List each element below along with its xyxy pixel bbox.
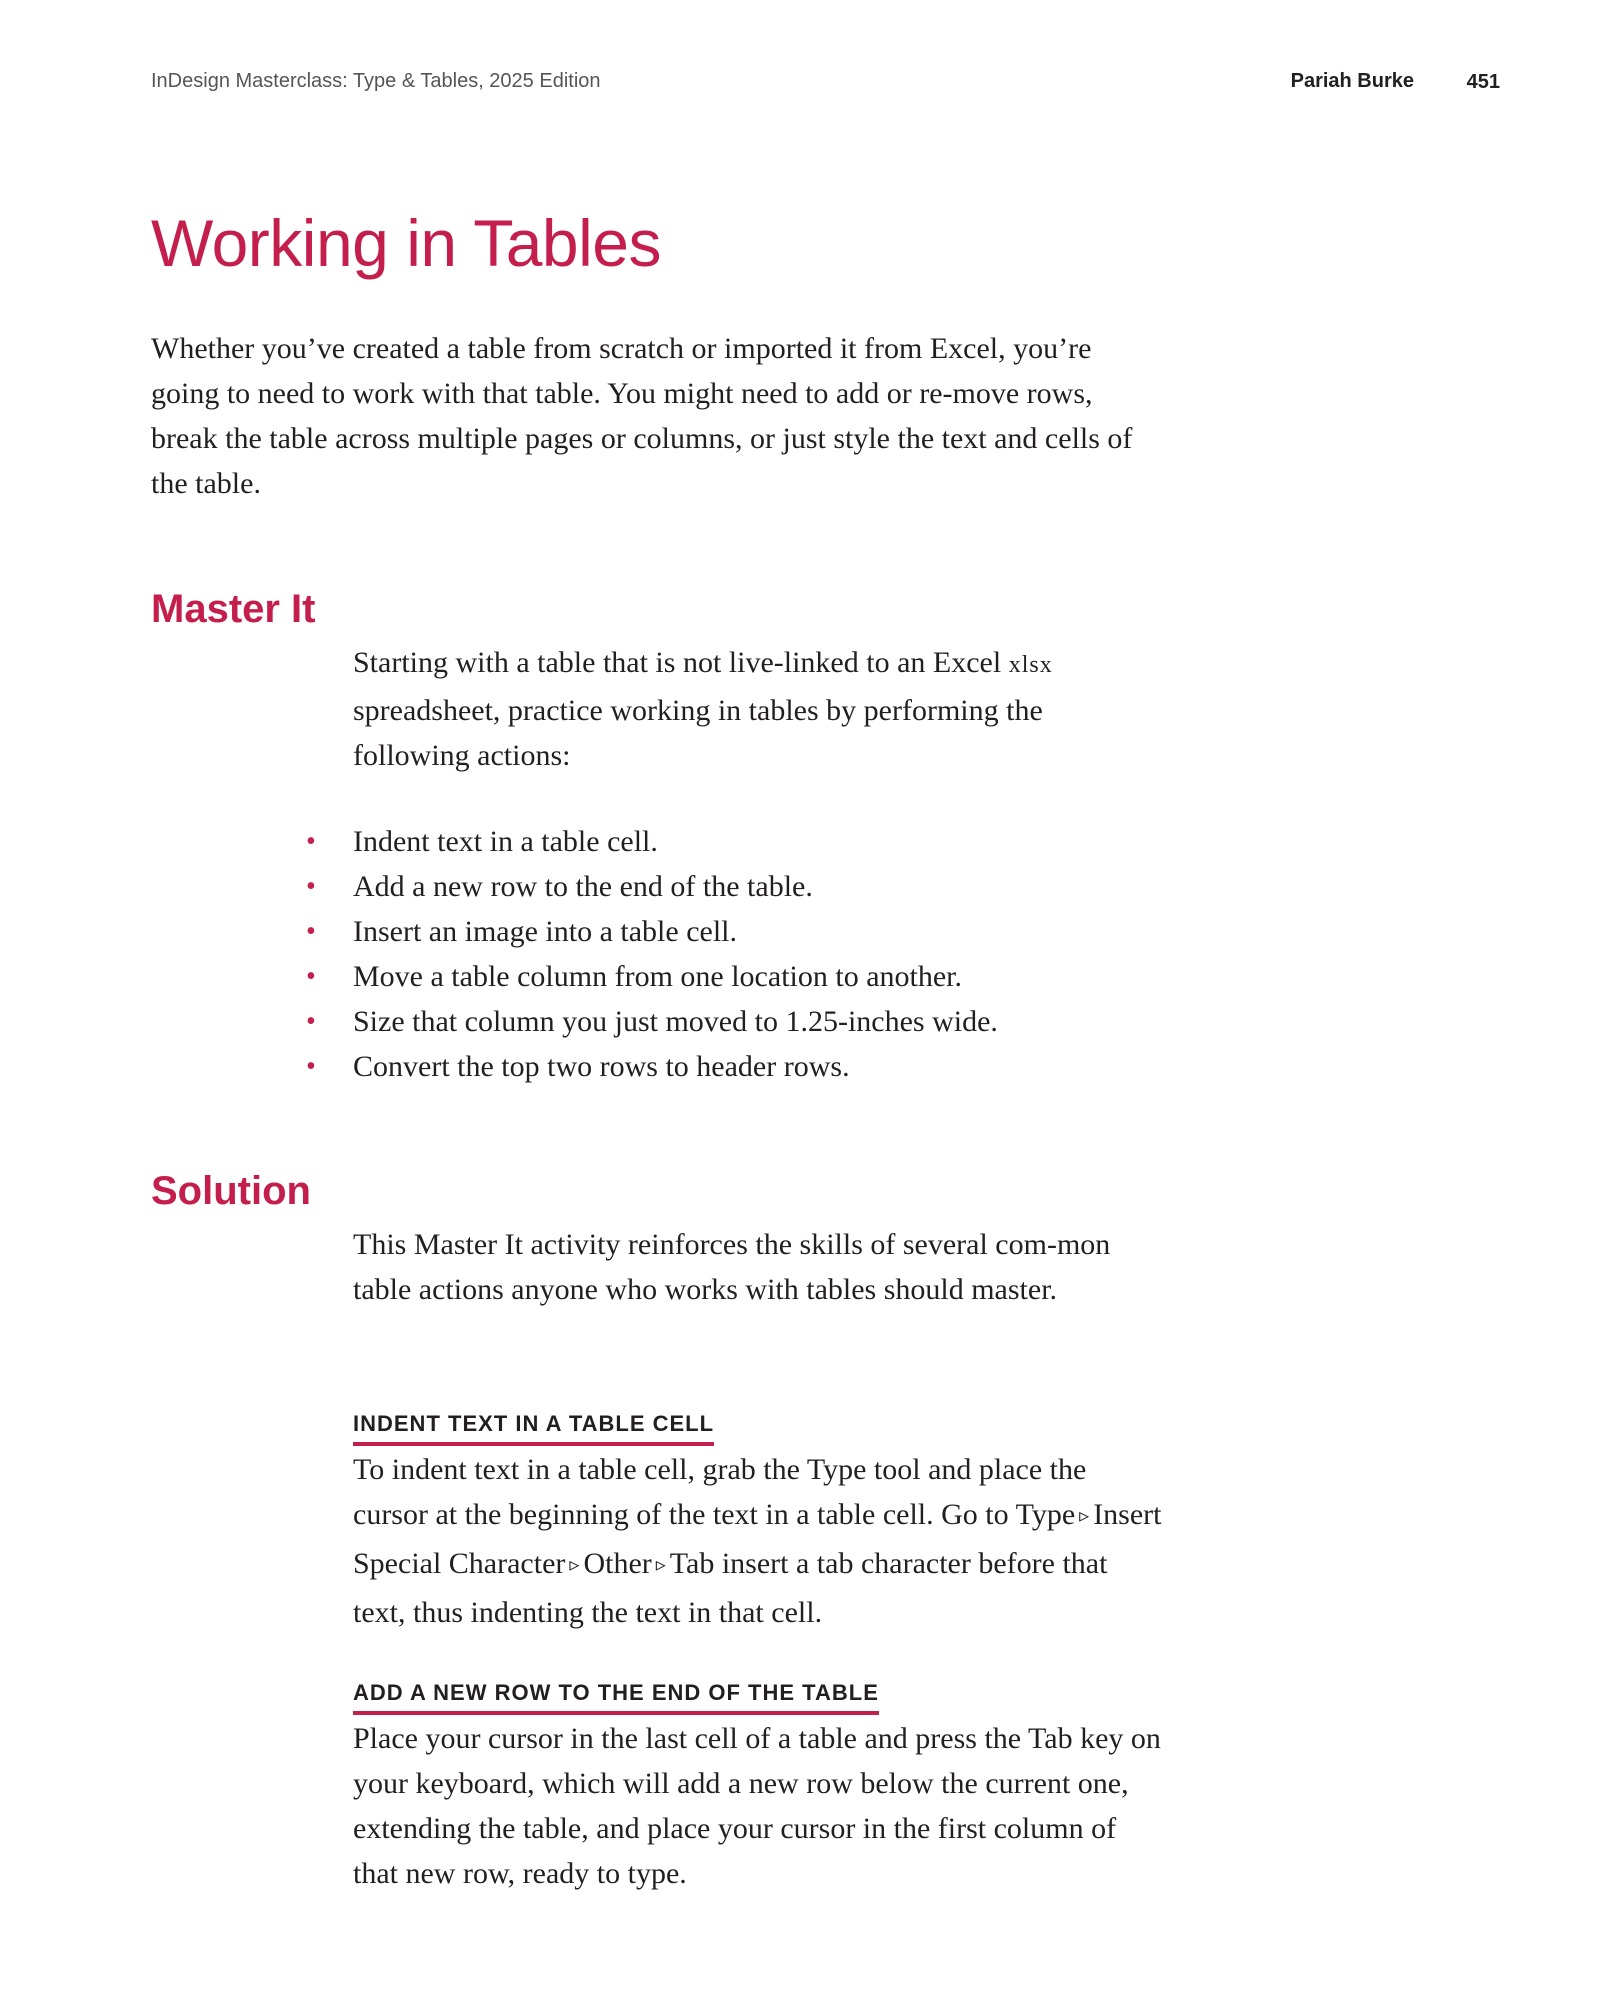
xlsx-abbreviation: xlsx [1008,652,1053,678]
menu-separator-icon: ▹ [1079,1505,1090,1527]
indent-text-subheading: INDENT TEXT IN A TABLE CELL [353,1410,714,1446]
add-row-subheading: ADD A NEW ROW TO THE END OF THE TABLE [353,1679,879,1715]
menu-separator-icon: ▹ [569,1554,580,1576]
list-item [306,909,1153,954]
bullet-icon: • [306,1006,316,1037]
bullet-icon: • [306,871,316,902]
list-item [306,864,1153,909]
menu-path-insert-special-character: Insert Special Character [353,1498,1162,1580]
indent-text-start: To indent text in a table cell, grab the Type tool and place the cursor at the beginning of the text in a table cell. Go to Type [353,1453,1087,1531]
intro-paragraph: Whether you’ve created a table from scratch or imported it from Excel, you’re going to need to work with that table. You might need to add or re-move rows, break the table across multiple pages or columns, or just style the text and cells of the table. [151,332,1133,500]
running-header [151,70,1500,100]
action-list [306,819,1153,1089]
menu-separator-icon: ▹ [655,1554,666,1576]
add-row-paragraph: Place your cursor in the last cell of a table and press the Tab key on your keyboard, which will add a new row below the current one, extending the table, and place your cursor in the first column of that new row, ready to type. [353,1722,1161,1890]
list-item [306,954,1153,999]
indent-text-end: Tab insert a tab character before that text, thus indenting the text in that cell. [353,1547,1108,1629]
master-it-intro [353,640,1153,778]
list-item [306,999,1153,1044]
master-it-heading: Master It [151,587,316,631]
bullet-icon: • [306,961,316,992]
book-title: InDesign Masterclass: Type & Tables, 2025 Edition [151,70,601,92]
author-name: Pariah Burke [1290,70,1414,92]
action-text: Add a new row to the end of the table. [353,870,813,903]
indent-text-paragraph [353,1447,1163,1635]
action-text: Convert the top two rows to header rows. [353,1050,850,1083]
chapter-title: Working in Tables [151,206,661,280]
list-item [306,1044,1153,1089]
menu-path-other: Other [583,1547,652,1580]
master-it-intro-start: Starting with a table that is not live-linked to an Excel [353,646,1009,679]
solution-intro: This Master It activity reinforces the skills of several com-mon table actions anyone who works with tables should master. [353,1228,1111,1306]
action-text: Insert an image into a table cell. [353,915,738,948]
page-number: 451 [1466,71,1500,93]
bullet-icon: • [306,826,316,857]
action-text: Move a table column from one location to another. [353,960,962,993]
bullet-icon: • [306,916,316,947]
action-text: Indent text in a table cell. [353,825,658,858]
master-it-intro-end: spreadsheet, practice working in tables by performing the following actions: [353,694,1043,772]
action-text: Size that column you just moved to 1.25-inches wide. [353,1005,998,1038]
list-item [306,819,1153,864]
bullet-icon: • [306,1051,316,1082]
solution-heading: Solution [151,1169,311,1213]
